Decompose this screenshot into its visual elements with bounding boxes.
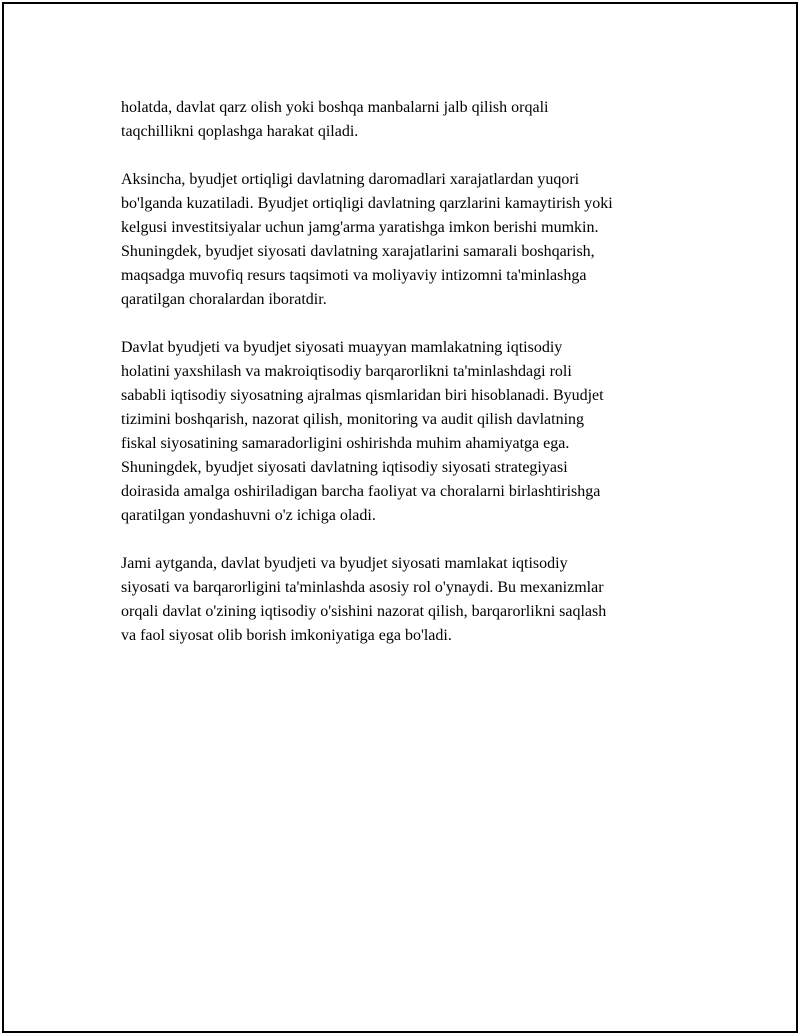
- paragraph-3: [121, 336, 721, 528]
- text-line: tizimini boshqarish, nazorat qilish, monitoring va audit qilish davlatning: [121, 411, 585, 428]
- text-line: holatini yaxshilash va makroiqtisodiy barqarorlikni ta'minlashdagi roli: [121, 363, 572, 380]
- text-line: siyosati va barqarorligini ta'minlashda asosiy rol o'ynaydi. Bu mexanizmlar: [121, 579, 604, 596]
- text-line: Aksincha, byudjet ortiqligi davlatning daromadlari xarajatlardan yuqori: [121, 171, 580, 188]
- text-line: qaratilgan yondashuvni o'z ichiga oladi.: [121, 507, 376, 524]
- text-line: doirasida amalga oshiriladigan barcha faoliyat va choralarni birlashtirishga: [121, 483, 601, 500]
- text-line: kelgusi investitsiyalar uchun jamg'arma yaratishga imkon berishi mumkin.: [121, 219, 599, 236]
- text-line: Shuningdek, byudjet siyosati davlatning xarajatlarini samarali boshqarish,: [121, 243, 595, 260]
- text-line: taqchillikni qoplashga harakat qiladi.: [121, 123, 359, 140]
- page-border: [2, 2, 798, 1033]
- text-line: orqali davlat o'zining iqtisodiy o'sishini nazorat qilish, barqarorlikni saqlash: [121, 603, 607, 620]
- text-line: Shuningdek, byudjet siyosati davlatning iqtisodiy siyosati strategiyasi: [121, 459, 568, 476]
- text-line: va faol siyosat olib borish imkoniyatiga ega bo'ladi.: [121, 627, 452, 644]
- text-line: maqsadga muvofiq resurs taqsimoti va moliyaviy intizomni ta'minlashga: [121, 267, 587, 284]
- text-line: bo'lganda kuzatiladi. Byudjet ortiqligi davlatning qarzlarini kamaytirish yoki: [121, 195, 613, 212]
- document-body: [121, 96, 721, 672]
- paragraph-1: [121, 96, 721, 144]
- text-line: qaratilgan choralardan iboratdir.: [121, 291, 327, 308]
- text-line: holatda, davlat qarz olish yoki boshqa manbalarni jalb qilish orqali: [121, 99, 549, 116]
- text-line: Davlat byudjeti va byudjet siyosati muayyan mamlakatning iqtisodiy: [121, 339, 563, 356]
- text-line: sababli iqtisodiy siyosatning ajralmas qismlaridan biri hisoblanadi. Byudjet: [121, 387, 604, 404]
- paragraph-2: [121, 168, 721, 312]
- paragraph-4: [121, 552, 721, 648]
- text-line: fiskal siyosatining samaradorligini oshirishda muhim ahamiyatga ega.: [121, 435, 570, 452]
- text-line: Jami aytganda, davlat byudjeti va byudjet siyosati mamlakat iqtisodiy: [121, 555, 568, 572]
